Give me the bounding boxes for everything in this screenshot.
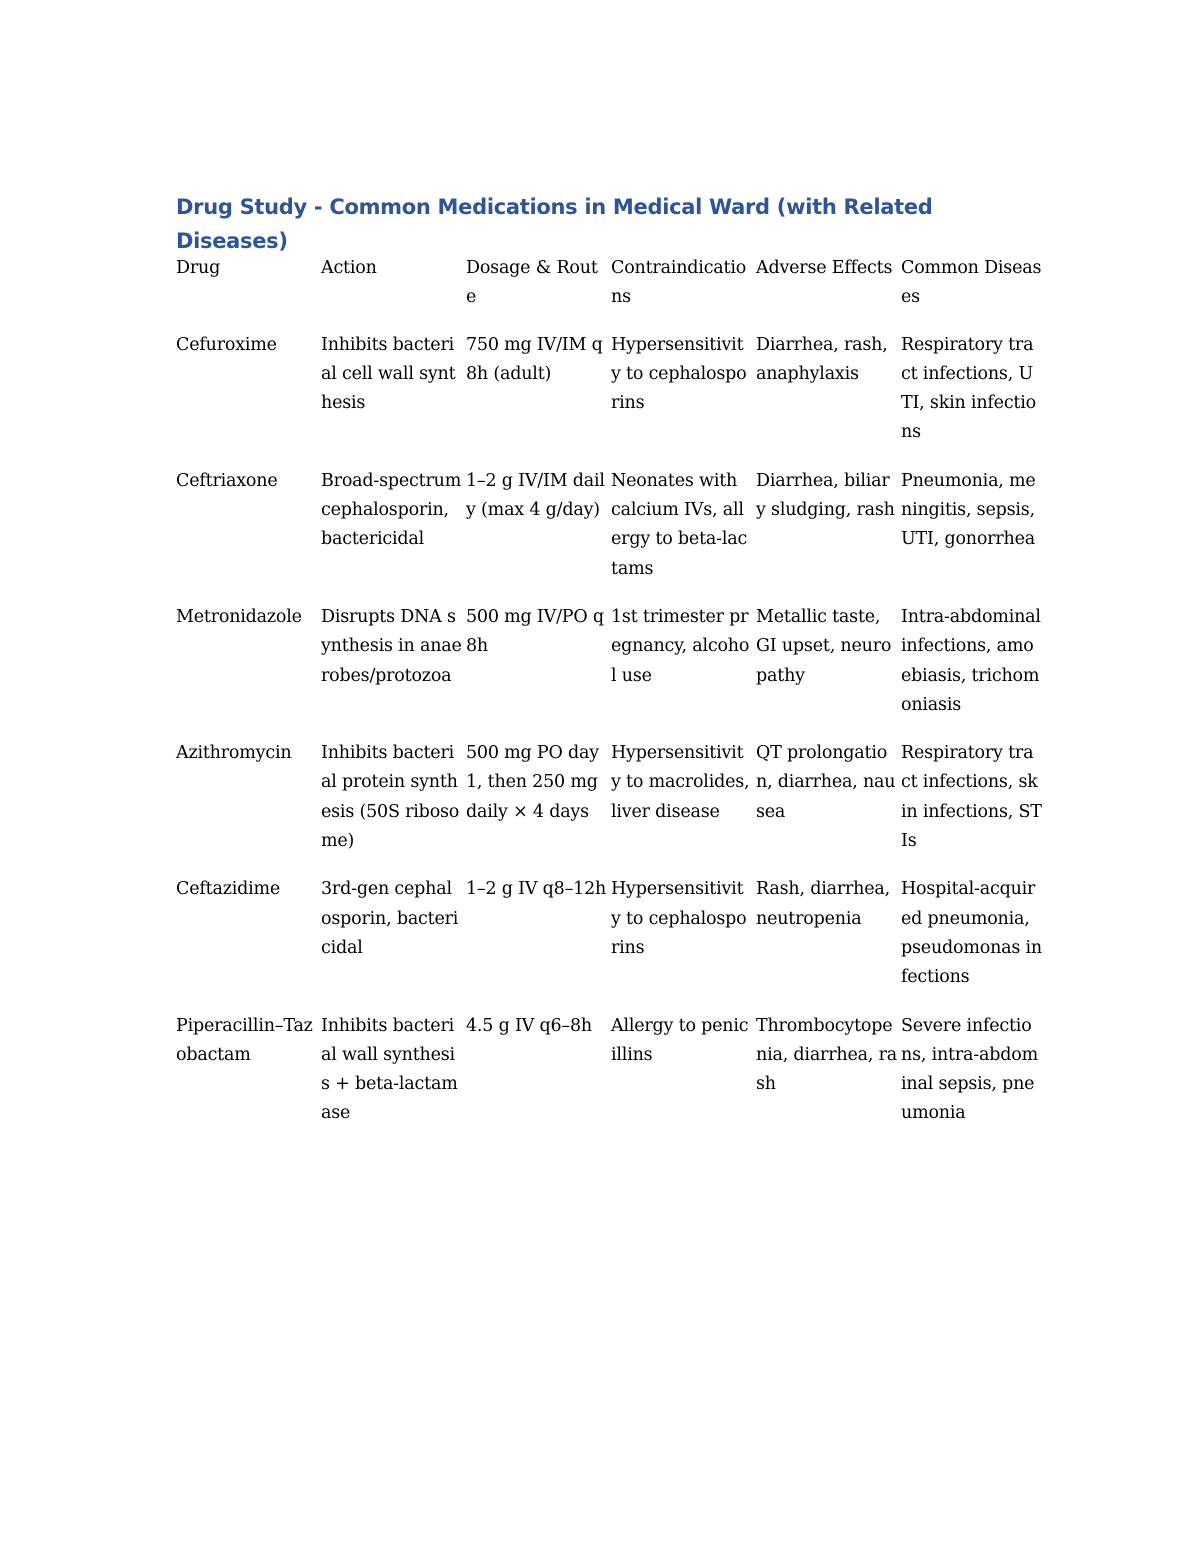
- cell-drug: Metronidazole: [176, 606, 302, 627]
- table-row: [176, 467, 1046, 603]
- cell-dosage-route: 750 mg IV/IM q8h (adult): [466, 334, 603, 384]
- cell-dosage-route: 1–2 g IV q8–12h: [466, 879, 607, 900]
- cell-contraindications: 1st trimester pregnancy, alcohol use: [611, 606, 750, 686]
- cell-dosage-route: 500 mg PO day 1, then 250 mg daily × 4 days: [466, 743, 599, 822]
- cell-dosage-route: 4.5 g IV q6–8h: [466, 1015, 592, 1036]
- cell-adverse-effects: Diarrhea, biliary sludging, rash: [756, 470, 895, 521]
- table-row: [176, 603, 1046, 739]
- cell-drug: Cefuroxime: [176, 334, 277, 355]
- cell-drug: Azithromycin: [176, 743, 292, 764]
- cell-common-diseases: Severe infections, intra-abdominal sepsis, pneumonia: [901, 1015, 1038, 1124]
- cell-contraindications: Hypersensitivity to macrolides, liver disease: [611, 743, 750, 822]
- table-body: [176, 331, 1046, 1148]
- cell-action: Inhibits bacterial cell wall synthesis: [321, 334, 456, 414]
- table-row: [176, 875, 1046, 1011]
- table-header: [176, 254, 1046, 331]
- drug-study-table: [176, 254, 1046, 1148]
- cell-common-diseases: Respiratory tract infections, UTI, skin infections: [901, 334, 1036, 443]
- header-dosage-route: Dosage & Route: [466, 258, 598, 308]
- cell-contraindications: Neonates with calcium IVs, allergy to beta-lactams: [611, 470, 748, 579]
- cell-action: 3rd-gen cephalosporin, bactericidal: [321, 879, 459, 958]
- cell-drug: Piperacillin–Tazobactam: [176, 1015, 313, 1065]
- table-row: [176, 331, 1046, 467]
- cell-adverse-effects: Metallic taste, GI upset, neuropathy: [756, 606, 892, 686]
- cell-action: Inhibits bacterial protein synthesis (50S ribosome): [321, 743, 460, 852]
- table-header-row: [176, 254, 1046, 331]
- cell-common-diseases: Respiratory tract infections, skin infections, STIs: [901, 743, 1042, 852]
- cell-adverse-effects: Diarrhea, rash, anaphylaxis: [756, 334, 888, 384]
- header-adverse-effects: Adverse Effects: [756, 258, 893, 278]
- header-action: Action: [321, 258, 377, 278]
- cell-common-diseases: Hospital-acquired pneumonia, pseudomonas infections: [901, 879, 1042, 988]
- cell-action: Disrupts DNA synthesis in anaerobes/protozoa: [321, 606, 462, 686]
- cell-adverse-effects: QT prolongation, diarrhea, nausea: [756, 743, 896, 822]
- cell-common-diseases: Intra-abdominal infections, amoebiasis, trichomoniasis: [901, 606, 1041, 715]
- cell-contraindications: Hypersensitivity to cephalosporins: [611, 879, 747, 958]
- cell-drug: Ceftriaxone: [176, 470, 278, 491]
- header-contraindications: Contraindications: [611, 258, 747, 308]
- cell-action: Inhibits bacterial wall synthesis + beta-lactamase: [321, 1015, 458, 1124]
- document-title: Drug Study - Common Medications in Medical Ward (with Related Diseases): [176, 195, 933, 253]
- cell-dosage-route: 500 mg IV/PO q8h: [466, 606, 604, 657]
- cell-contraindications: Allergy to penicillins: [611, 1015, 749, 1065]
- cell-common-diseases: Pneumonia, meningitis, sepsis, UTI, gonorrhea: [901, 470, 1036, 550]
- cell-drug: Ceftazidime: [176, 879, 281, 900]
- cell-contraindications: Hypersensitivity to cephalosporins: [611, 334, 747, 414]
- header-drug: Drug: [176, 258, 221, 278]
- table-row: [176, 1012, 1046, 1148]
- cell-dosage-route: 1–2 g IV/IM daily (max 4 g/day): [466, 470, 605, 521]
- cell-action: Broad-spectrum cephalosporin, bactericidal: [321, 470, 462, 550]
- table-row: [176, 739, 1046, 875]
- cell-adverse-effects: Thrombocytopenia, diarrhea, rash: [756, 1015, 897, 1095]
- header-common-diseases: Common Diseases: [901, 258, 1042, 308]
- cell-adverse-effects: Rash, diarrhea, neutropenia: [756, 879, 890, 929]
